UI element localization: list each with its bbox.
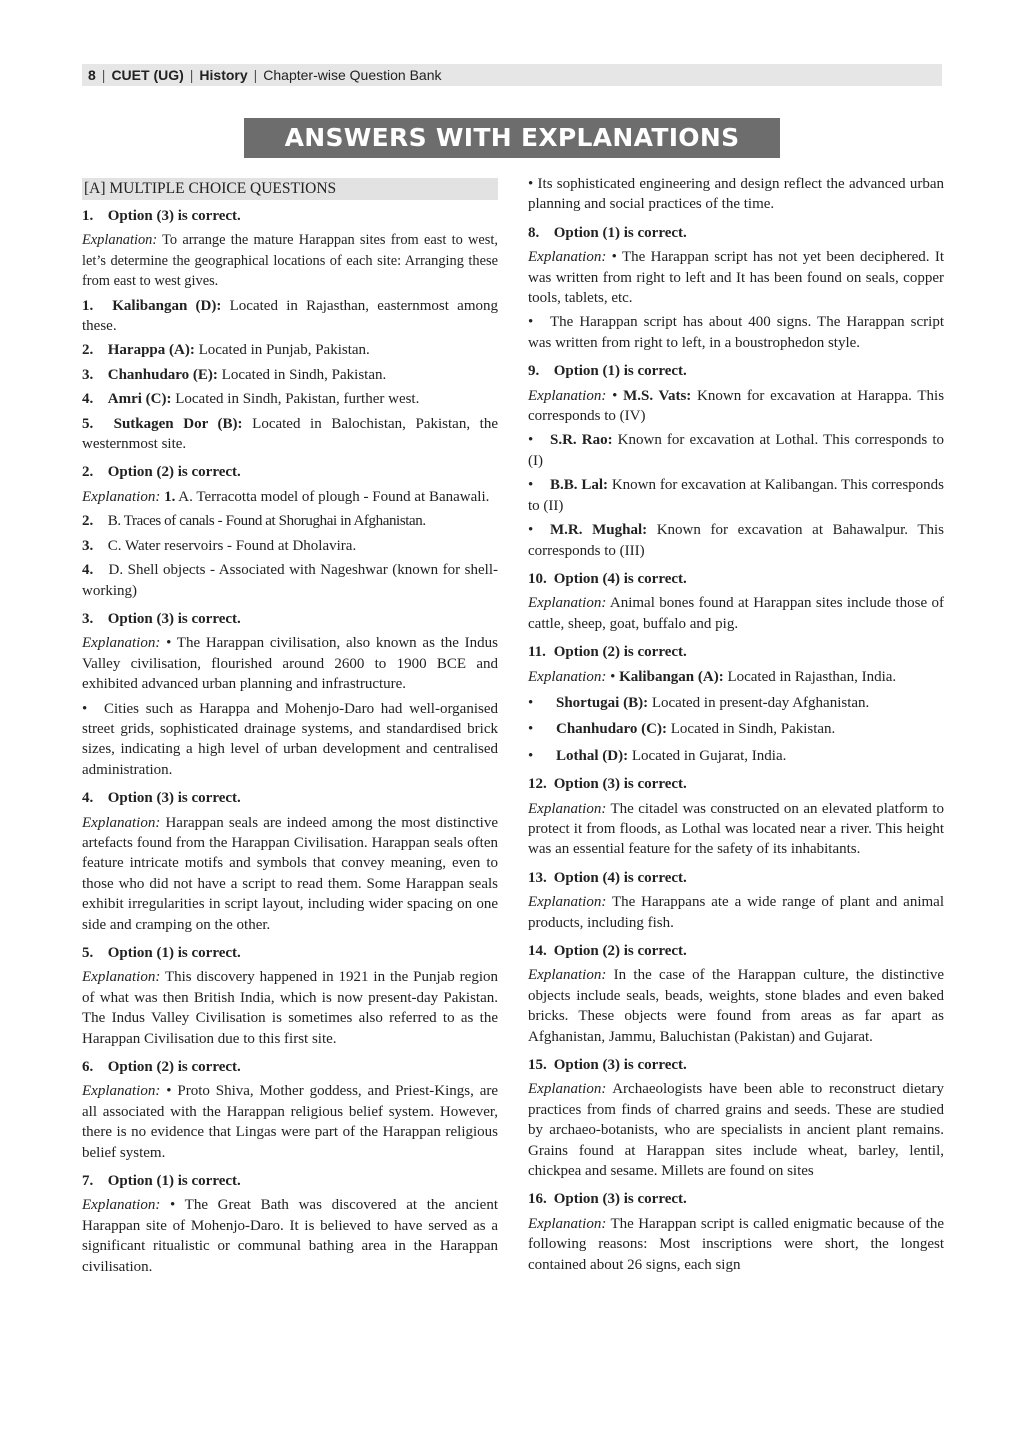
answer-1-explanation: Explanation: To arrange the mature Harappan sites from east to west, let’s determine the geographical locations of each site: Arranging these from east to west gives. bbox=[82, 232, 498, 290]
answer-15-explanation: Explanation: Archaeologists have been able to reconstruct dietary practices from finds of charred grains and seeds. These are studied by archaeo-botanists, who are specialists in ancient plant remains. Grains found at Harappan sites include wheat, barley, lentil, chickpea and sesame. Millets are found on sites bbox=[528, 1081, 944, 1180]
answer-6-title: 6. Option (2) is correct. bbox=[82, 1059, 241, 1076]
bullet-item: • Its sophisticated engineering and design reflect the advanced urban planning and social practices of the time. bbox=[528, 176, 944, 213]
answer-10-title: 10. Option (4) is correct. bbox=[528, 570, 687, 587]
answer-14-title: 14. Option (2) is correct. bbox=[528, 943, 687, 959]
bullet-item: • B.B. Lal: Known for excavation at Kalibangan. This corresponds to (II) bbox=[528, 477, 945, 514]
answer-15-title: 15. Option (3) is correct. bbox=[528, 1057, 687, 1074]
list-item: 3. C. Water reservoirs - Found at Dholavira. bbox=[82, 537, 357, 554]
bullet-item: • S.R. Rao: Known for excavation at Lothal. This corresponds to (I) bbox=[528, 432, 945, 469]
list-item: 2. B. Traces of canals - Found at Shorughai in Afghanistan. bbox=[82, 513, 426, 530]
section-heading: [A] MULTIPLE CHOICE QUESTIONS bbox=[82, 178, 498, 200]
answer-12-explanation: Explanation: The citadel was constructed on an elevated platform to protect it from floods, as Lothal was located near a river. This height was an essential feature for the safety of its inhabitants. bbox=[528, 800, 944, 858]
list-item: 3. Chanhudaro (E): Located in Sindh, Pakistan. bbox=[82, 366, 387, 383]
answer-4-title: 4. Option (3) is correct. bbox=[82, 790, 241, 807]
series-title: Chapter-wise Question Bank bbox=[263, 67, 442, 83]
answer-9-title: 9. Option (1) is correct. bbox=[528, 363, 687, 380]
answer-6-explanation: Explanation: • Proto Shiva, Mother goddess, and Priest-Kings, are all associated with the Harappan religious belief system. However, there is no evidence that Lingas were part of the Harappan religious belief system. bbox=[82, 1083, 499, 1161]
bullet-item: • Shortugai (B): Located in present-day Afghanistan. bbox=[528, 694, 870, 711]
answer-11-title: 11. Option (2) is correct. bbox=[528, 644, 687, 661]
bullet-item: • Cities such as Harappa and Mohenjo-Daro had well-organised street grids, sophisticated drainage systems, and standardised brick sizes, indicating a high level of urban development and centralised administration. bbox=[82, 700, 498, 778]
answer-13-title: 13. Option (4) is correct. bbox=[528, 869, 687, 886]
answer-16-explanation: Explanation: The Harappan script is called enigmatic because of the following reasons: Most inscriptions were short, the longest contained about 26 signs, each sign bbox=[528, 1215, 944, 1273]
bullet-item: • The Harappan script has about 400 signs. The Harappan script was written from right to left, in a boustrophedon style. bbox=[528, 314, 944, 351]
answer-10-explanation: Explanation: Animal bones found at Harappan sites include those of cattle, sheep, goat, buffalo and pig. bbox=[528, 595, 944, 632]
answer-5-explanation: Explanation: This discovery happened in 1921 in the Punjab region of what was then British India, which is now present-day Pakistan. The Indus Valley Civilisation is sometimes also referred to as the Harappan Civilisation due to this first site. bbox=[82, 969, 498, 1047]
answer-3-title: 3. Option (3) is correct. bbox=[82, 610, 241, 627]
answer-1-title: 1. Option (3) is correct. bbox=[82, 208, 241, 224]
running-header: 8 | CUET (UG) | History | Chapter-wise Question Bank bbox=[82, 64, 942, 86]
bullet-item: • Chanhudaro (C): Located in Sindh, Pakistan. bbox=[528, 721, 836, 738]
bullet-item: • M.R. Mughal: Known for excavation at Bahawalpur. This corresponds to (III) bbox=[528, 522, 944, 559]
list-item: 4. D. Shell objects - Associated with Nageshwar (known for shell-working) bbox=[82, 562, 499, 599]
answer-7-title: 7. Option (1) is correct. bbox=[82, 1173, 241, 1190]
page-number: 8 bbox=[88, 67, 96, 83]
answer-2-title: 2. Option (2) is correct. bbox=[82, 464, 241, 481]
list-item: 4. Amri (C): Located in Sindh, Pakistan, further west. bbox=[82, 391, 420, 408]
list-item: 1. Kalibangan (D): Located in Rajasthan, easternmost among these. bbox=[82, 297, 499, 335]
answer-7-explanation: Explanation: • The Great Bath was discovered at the ancient Harappan site of Mohenjo-Daro. It is believed to have served as a significant ritualistic or communal bathing area in the Harappan civilisation. bbox=[82, 1197, 498, 1275]
answer-2-explanation: Explanation: 1. A. Terracotta model of plough - Found at Banawali. bbox=[82, 488, 490, 505]
list-item: 2. Harappa (A): Located in Punjab, Pakistan. bbox=[82, 342, 370, 359]
left-column bbox=[82, 178, 498, 1281]
bullet-item: • Lothal (D): Located in Gujarat, India. bbox=[528, 747, 787, 764]
section-banner: ANSWERS WITH EXPLANATIONS bbox=[244, 118, 780, 158]
answer-9-explanation: Explanation: • M.S. Vats: Known for excavation at Harappa. This corresponds to (IV) bbox=[528, 387, 945, 425]
book-title: CUET (UG) bbox=[111, 67, 184, 83]
right-column bbox=[528, 174, 944, 1279]
answer-5-title: 5. Option (1) is correct. bbox=[82, 945, 241, 961]
answer-3-explanation: Explanation: • The Harappan civilisation, also known as the Indus Valley civilisation, flourished around 2600 to 1900 BCE and exhibited advanced urban planning and infrastructure. bbox=[82, 635, 499, 693]
answer-16-title: 16. Option (3) is correct. bbox=[528, 1191, 687, 1208]
answer-4-explanation: Explanation: Harappan seals are indeed among the most distinctive artefacts found from the Harappan Civilisation. Harappan seals often feature intricate motifs and symbols that convey meaning, even to those who did not have a script to read them. Some Harappan seals exhibit irregularities in script layout, including wider spacing on one side and cramping on the other. bbox=[82, 814, 498, 933]
subject-title: History bbox=[199, 67, 248, 83]
answer-11-explanation: Explanation: • Kalibangan (A): Located in Rajasthan, India. bbox=[528, 668, 897, 685]
list-item: 5. Sutkagen Dor (B): Located in Balochistan, Pakistan, the westernmost site. bbox=[82, 415, 499, 453]
answer-12-title: 12. Option (3) is correct. bbox=[528, 776, 687, 793]
answer-8-title: 8. Option (1) is correct. bbox=[528, 224, 687, 241]
answer-14-explanation: Explanation: In the case of the Harappan culture, the distinctive objects include seals, beads, weights, stone blades and even baked bricks. These objects were found from areas as far apart as Afghanistan, Jammu, Baluchistan (Pakistan) and Gujarat. bbox=[528, 967, 945, 1045]
answer-13-explanation: Explanation: The Harappans ate a wide range of plant and animal products, including fish. bbox=[528, 894, 944, 931]
answer-8-explanation: Explanation: • The Harappan script has not yet been deciphered. It was written from right to left and It has been found on seals, copper tools, tablets, etc. bbox=[528, 249, 945, 307]
